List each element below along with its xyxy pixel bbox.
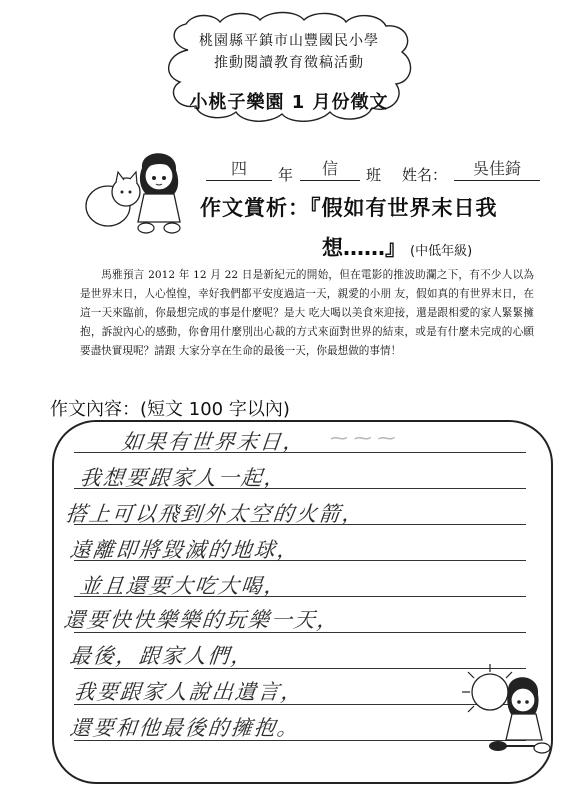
header-banner bbox=[158, 10, 420, 124]
student-info-line bbox=[206, 158, 546, 190]
name-value: 吳佳錡 bbox=[454, 158, 540, 181]
grade-level: (中低年級) bbox=[410, 244, 473, 259]
grade-label: 年 bbox=[278, 166, 294, 184]
class-label: 班 bbox=[366, 166, 382, 184]
handwriting-line: 如果有世界末日， bbox=[120, 430, 308, 454]
name-label: 姓名： bbox=[402, 166, 448, 184]
school-name: 桃園縣平鎮市山豐國民小學 bbox=[199, 33, 379, 49]
handwriting-line: 遠離即將毀滅的地球， bbox=[68, 538, 302, 562]
analysis-title-line2: 想……』 bbox=[322, 236, 406, 260]
contest-title: 小桃子樂園 1 月份徵文 bbox=[189, 92, 389, 113]
erased-marks: ⁓ ⁓ ⁓ bbox=[330, 428, 396, 449]
handwriting-line: 並且還要大吃大喝， bbox=[78, 574, 289, 598]
handwriting-line: 還要和他最後的擁抱。 bbox=[68, 716, 302, 740]
handwriting-line: 我要跟家人說出遺言， bbox=[72, 680, 306, 704]
class-value: 信 bbox=[300, 158, 360, 181]
analysis-title-cont bbox=[322, 232, 472, 262]
event-name: 推動閱讀教育徵稿活動 bbox=[214, 55, 364, 71]
girl-with-sun-illustration bbox=[460, 662, 552, 758]
handwriting-line: 最後，跟家人們， bbox=[68, 644, 256, 668]
grade-value: 四 bbox=[206, 158, 272, 181]
girl-with-cat-illustration bbox=[80, 148, 190, 238]
handwriting-line: 搭上可以飛到外太空的火箭， bbox=[64, 502, 367, 526]
content-heading: 作文內容：(短文 100 字以內) bbox=[50, 399, 290, 420]
analysis-title: 作文賞析：『假如有世界末日我 bbox=[200, 196, 498, 220]
handwriting-line: 我想要跟家人一起， bbox=[78, 466, 289, 490]
handwriting-line: 還要快快樂樂的玩樂一天， bbox=[62, 608, 342, 632]
prompt-paragraph: 馬雅預言 2012 年 12 月 22 日是新紀元的開始，但在電影的推波助瀾之下，有不少人以為是世界末日，人心惶惶，幸好我們都平安度過這一天，親愛的小朋 友，假如真的有世界末日，在這一天來臨前，你最想完成的事是什麼呢？是大 吃大喝以美食來迎接，還是跟相愛的家人緊緊擁抱，訴說內心的感動，你會用什麼別出心裁的方式來面對世界的結束，或是有什麼未完成的心願要盡快實現呢？請跟 大家分享在生命的最後一天，你最想做的事情！ bbox=[80, 269, 534, 357]
